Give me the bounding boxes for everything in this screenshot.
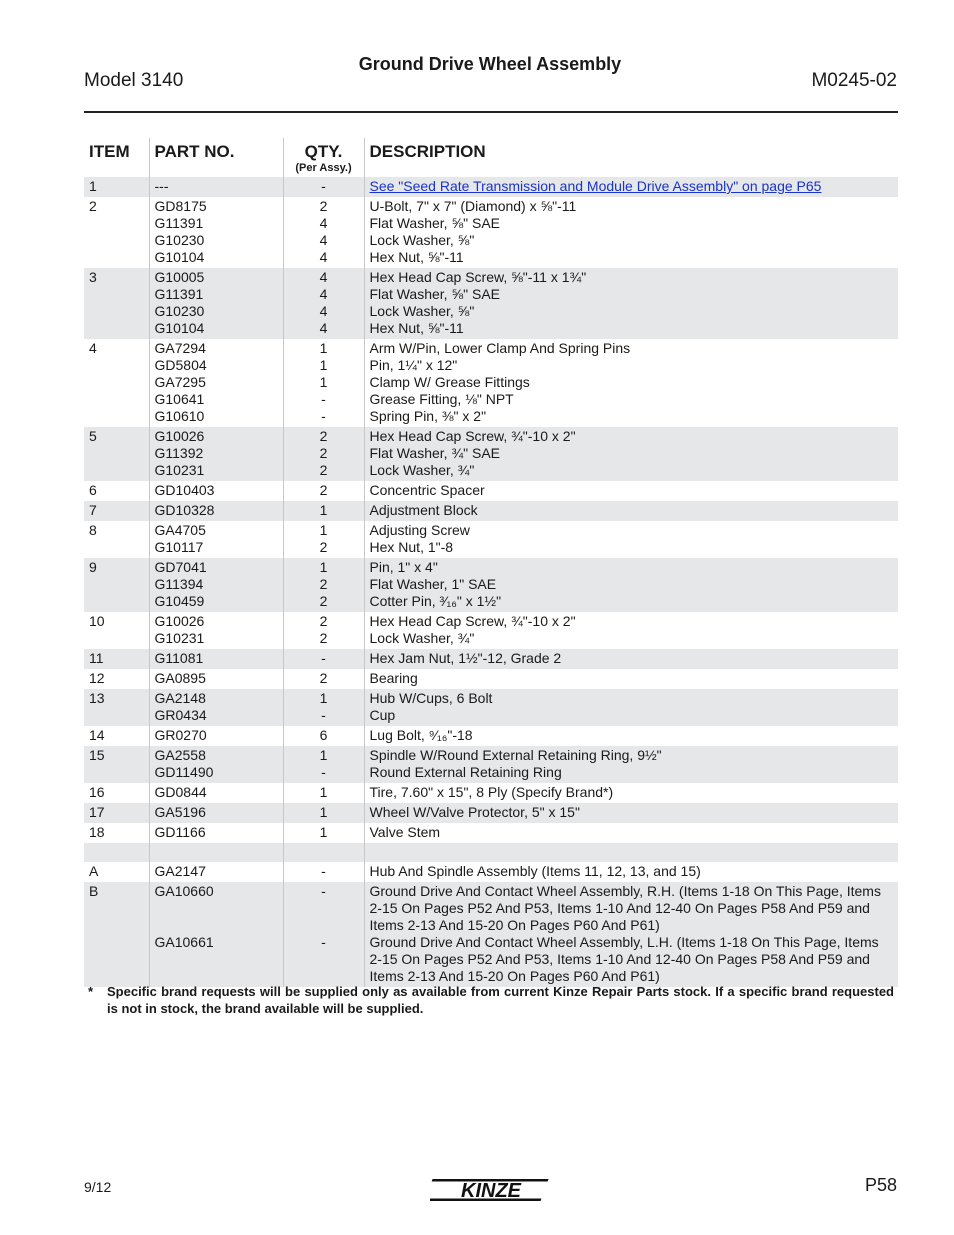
description [364, 689, 898, 726]
quantity-line: - [321, 178, 326, 194]
quantity-line: 4 [319, 320, 328, 336]
description-line: Hex Jam Nut, 1½"-12, Grade 2 [369, 650, 562, 666]
description-line: Adjustment Block [369, 502, 478, 518]
quantity-line: 2 [319, 593, 328, 609]
description-line: Round External Retaining Ring [369, 764, 562, 780]
item-number: 3 [84, 268, 149, 339]
description-line: Clamp W/ Grease Fittings [369, 374, 530, 390]
quantity-line: 2 [319, 539, 328, 555]
quantity-line: 4 [319, 269, 328, 285]
kinze-logo [430, 1175, 552, 1205]
part-number-line: GD10403 [154, 482, 215, 498]
item-number: 14 [89, 727, 105, 743]
part-number-line: GA2558 [154, 747, 206, 763]
item-number: 7 [84, 501, 149, 521]
quantity-line: 1 [319, 522, 328, 538]
description [364, 649, 898, 669]
quantity-line [289, 900, 359, 917]
quantity [283, 197, 364, 268]
footnote [84, 983, 894, 1017]
item-number: B [84, 882, 149, 987]
part-number-line: G10610 [154, 408, 205, 424]
item-number: 16 [89, 784, 105, 800]
quantity-line: - [321, 391, 326, 407]
part-number [149, 843, 283, 862]
description-line: Tire, 7.60" x 15", 8 Ply (Specify Brand*) [369, 784, 614, 800]
part-number-line: GA7295 [154, 374, 206, 390]
quantity [283, 669, 364, 689]
table-row [84, 843, 898, 862]
description [364, 197, 898, 268]
quantity-line: 2 [319, 198, 328, 214]
quantity-line: 1 [319, 559, 328, 575]
quantity-line: 4 [319, 286, 328, 302]
part-number [149, 521, 283, 558]
document-number: M0245-02 [811, 70, 897, 91]
description-line: Lock Washer, ⅝" [369, 303, 475, 319]
description [364, 501, 898, 521]
description-line: Valve Stem [369, 824, 441, 840]
table-row [84, 862, 898, 882]
table-row [84, 783, 898, 803]
part-number-line: GR0434 [154, 707, 207, 723]
quantity [283, 803, 364, 823]
quantity-line: - [321, 650, 326, 666]
table-row [84, 339, 898, 427]
quantity [283, 726, 364, 746]
quantity [283, 823, 364, 843]
item-number: 1 [84, 177, 149, 197]
table-row [84, 481, 898, 501]
quantity [283, 882, 364, 987]
table-row [84, 501, 898, 521]
quantity-line: - [321, 408, 326, 424]
item-number: 5 [84, 427, 149, 481]
quantity [283, 689, 364, 726]
quantity [283, 339, 364, 427]
part-number-line: GA10660 [154, 883, 214, 899]
item-number: 4 [89, 340, 97, 356]
item-number: 10 [89, 613, 105, 629]
part-number [149, 649, 283, 669]
quantity-line: 1 [319, 690, 328, 706]
description-line: U-Bolt, 7" x 7" (Diamond) x ⅝"-11 [369, 198, 577, 214]
quantity-line: 1 [319, 824, 328, 840]
part-number-line: G10230 [154, 232, 205, 248]
column-header-description: DESCRIPTION [364, 138, 898, 177]
description-line: Spindle W/Round External Retaining Ring, 9½" [369, 747, 662, 763]
part-number-line: G11391 [154, 215, 204, 231]
part-number [149, 803, 283, 823]
item-number: 2 [89, 198, 97, 214]
table-row [84, 558, 898, 612]
part-number-line: G10117 [154, 539, 204, 555]
description-line: Flat Washer, 1" SAE [369, 576, 497, 592]
quantity-line: 4 [319, 215, 328, 231]
quantity [283, 521, 364, 558]
quantity [283, 558, 364, 612]
part-number-line: GA2147 [154, 863, 206, 879]
description-line: Pin, 1" x 4" [369, 559, 438, 575]
table-row [84, 268, 898, 339]
description-line: Ground Drive And Contact Wheel Assembly, L.H. (Items 1-18 On This Page, Items 2-15 On Pages P52 And P53, Items 1-10 And 12-40 On Pages P58 And P59 and Items 2-13 And 15-20 On Pages P60 And P61) [369, 934, 879, 984]
description-line: Lug Bolt, ⁹⁄₁₆"-18 [369, 727, 473, 743]
quantity-line [289, 917, 359, 934]
model-label: Model 3140 [84, 70, 184, 91]
description-line: Hex Nut, ⅝"-11 [369, 320, 464, 336]
description [364, 177, 898, 197]
parts-table-body [84, 177, 898, 987]
column-header-qty-sub: (Per Assy.) [295, 162, 352, 174]
part-number-line: G11081 [154, 650, 204, 666]
part-number [149, 501, 283, 521]
description [364, 862, 898, 882]
quantity [283, 501, 364, 521]
quantity [283, 746, 364, 783]
table-row [84, 803, 898, 823]
description [364, 669, 898, 689]
description [364, 726, 898, 746]
kinze-logo-text: KINZE [461, 1180, 521, 1202]
column-header-item: ITEM [89, 142, 130, 161]
column-header-qty-label: QTY. [304, 142, 343, 161]
description-line: Cup [369, 707, 396, 723]
part-number-line: G11391 [154, 286, 204, 302]
part-number-line [155, 900, 278, 917]
part-number-line: G10005 [154, 269, 205, 285]
item-number: 15 [84, 746, 149, 783]
part-number-line: G10230 [154, 303, 205, 319]
description [364, 481, 898, 501]
column-header-qty [283, 138, 364, 177]
description-line: Ground Drive And Contact Wheel Assembly, R.H. (Items 1-18 On This Page, Items 2-15 On Pages P52 And P53, Items 1-10 And 12-40 On Pages P58 And P59 and Items 2-13 And 15-20 On Pages P60 And P61) [369, 883, 881, 933]
parts-table [84, 138, 898, 987]
item-number: 8 [89, 522, 97, 538]
description [364, 558, 898, 612]
part-number-line: G10459 [154, 593, 205, 609]
item-number: 17 [84, 803, 149, 823]
table-row [84, 689, 898, 726]
quantity-line: 2 [319, 445, 328, 461]
item-number: 13 [84, 689, 149, 726]
quantity-line: 2 [319, 482, 328, 498]
description-line: Hex Nut, 1"-8 [369, 539, 454, 555]
part-number [149, 427, 283, 481]
quantity-line: 2 [319, 670, 328, 686]
table-row [84, 882, 898, 987]
part-number [149, 481, 283, 501]
quantity-line: - [321, 934, 326, 950]
quantity-line: 6 [319, 727, 328, 743]
quantity-line: 1 [319, 340, 328, 356]
quantity-line: - [321, 883, 326, 899]
part-number-line: G10104 [154, 320, 205, 336]
quantity [283, 862, 364, 882]
header-rule [84, 111, 898, 113]
part-number [149, 612, 283, 649]
part-number-line: GA10661 [154, 934, 214, 950]
item-number: 6 [89, 482, 97, 498]
quantity-line: 1 [319, 357, 328, 373]
part-number-line: G11394 [154, 576, 204, 592]
item-number: 12 [89, 670, 105, 686]
part-number [149, 726, 283, 746]
part-number-line: G10641 [154, 391, 205, 407]
quantity-line: 4 [319, 303, 328, 319]
part-number [149, 862, 283, 882]
description [364, 521, 898, 558]
part-number-line: GD0844 [154, 784, 207, 800]
description-line: Flat Washer, ⅝" SAE [369, 215, 500, 231]
item-number: A [89, 863, 99, 879]
part-number-line: GA7294 [154, 340, 206, 356]
quantity-line: 4 [319, 232, 328, 248]
page-number: P58 [864, 1175, 897, 1195]
part-number [149, 823, 283, 843]
part-number-line: G10026 [154, 428, 205, 444]
quantity [283, 427, 364, 481]
footnote-marker: * [88, 984, 94, 999]
quantity-line: 2 [319, 630, 328, 646]
part-number-line: G10026 [154, 613, 205, 629]
quantity-line: 1 [319, 804, 328, 820]
quantity [283, 649, 364, 669]
part-number [149, 177, 283, 197]
quantity-line: 1 [319, 374, 328, 390]
description [364, 612, 898, 649]
quantity-line: 2 [319, 613, 328, 629]
description-line: Hex Head Cap Screw, ¾"-10 x 2" [369, 428, 576, 444]
quantity-line: 1 [319, 502, 328, 518]
description-line: Lock Washer, ⅝" [369, 232, 475, 248]
part-number [149, 882, 283, 987]
part-number-line: GD5804 [154, 357, 207, 373]
quantity-line: - [321, 863, 326, 879]
description-line: Hub W/Cups, 6 Bolt [369, 690, 493, 706]
cross-reference-link[interactable]: See "Seed Rate Transmission and Module Drive Assembly" on page P65 [369, 178, 822, 194]
quantity [283, 612, 364, 649]
description [364, 427, 898, 481]
part-number-line: G10231 [154, 462, 205, 478]
quantity-line: - [321, 707, 326, 723]
part-number [149, 268, 283, 339]
description [364, 746, 898, 783]
table-row [84, 649, 898, 669]
quantity-line: 2 [319, 576, 328, 592]
quantity [283, 783, 364, 803]
description-line: Pin, 1¼" x 12" [369, 357, 458, 373]
description [364, 803, 898, 823]
quantity-line: - [321, 764, 326, 780]
description [364, 339, 898, 427]
quantity-line: 2 [319, 462, 328, 478]
description [364, 823, 898, 843]
description-line: Hex Head Cap Screw, ¾"-10 x 2" [369, 613, 576, 629]
revision-date: 9/12 [84, 1179, 112, 1195]
part-number [149, 783, 283, 803]
quantity-line: 1 [319, 784, 328, 800]
part-number-line: GA0895 [154, 670, 206, 686]
description [364, 268, 898, 339]
description-line: Hex Head Cap Screw, ⅝"-11 x 1¾" [369, 269, 587, 285]
description-line: Hub And Spindle Assembly (Items 11, 12, 13, and 15) [369, 863, 701, 879]
part-number-line: GD1166 [154, 824, 206, 840]
table-row [84, 177, 898, 197]
part-number-line: GD11490 [154, 764, 214, 780]
description-line: Lock Washer, ¾" [369, 630, 475, 646]
table-row [84, 726, 898, 746]
description [364, 783, 898, 803]
item-number: 11 [84, 649, 149, 669]
part-number [149, 689, 283, 726]
table-row [84, 746, 898, 783]
description-line: Cotter Pin, ³⁄₁₆" x 1½" [369, 593, 502, 609]
quantity [283, 481, 364, 501]
table-row [84, 669, 898, 689]
part-number-line: GR0270 [154, 727, 207, 743]
item-number: 18 [89, 824, 105, 840]
table-row [84, 823, 898, 843]
part-number [149, 197, 283, 268]
description [364, 882, 898, 987]
table-header-row [84, 138, 898, 177]
item-number: 9 [84, 558, 149, 612]
table-row [84, 521, 898, 558]
part-number [149, 558, 283, 612]
part-number-line: G10104 [154, 249, 205, 265]
table-row [84, 612, 898, 649]
part-number-line [155, 917, 278, 934]
part-number-line: G10231 [154, 630, 205, 646]
item-number [84, 843, 149, 862]
description [364, 843, 898, 862]
description-line: Lock Washer, ¾" [369, 462, 475, 478]
description-line: Grease Fitting, ⅛" NPT [369, 391, 514, 407]
page-title: Ground Drive Wheel Assembly [358, 54, 622, 74]
part-number-line: G11392 [154, 445, 204, 461]
table-row [84, 427, 898, 481]
table-row [84, 197, 898, 268]
quantity-line: 2 [319, 428, 328, 444]
part-number-line: GD10328 [154, 502, 215, 518]
description-line: Spring Pin, ⅜" x 2" [369, 408, 487, 424]
part-number-line: GD7041 [154, 559, 207, 575]
description-line: Adjusting Screw [369, 522, 470, 538]
part-number-line: GD8175 [154, 198, 207, 214]
quantity [283, 177, 364, 197]
description-line: Flat Washer, ¾" SAE [369, 445, 500, 461]
description-line: Arm W/Pin, Lower Clamp And Spring Pins [369, 340, 631, 356]
part-number-line: --- [154, 178, 169, 194]
part-number-line: GA2148 [154, 690, 206, 706]
quantity-line: 1 [319, 747, 328, 763]
part-number [149, 746, 283, 783]
column-header-part-no: PART NO. [149, 138, 283, 177]
part-number [149, 669, 283, 689]
quantity-line: 4 [319, 249, 328, 265]
description-line: Flat Washer, ⅝" SAE [369, 286, 500, 302]
description-line: Concentric Spacer [369, 482, 485, 498]
part-number [149, 339, 283, 427]
footnote-text: Specific brand requests will be supplied only as available from current Kinze Repair Parts stock. If a specific brand requested is not in stock, the brand available will be supplied. [107, 984, 894, 1016]
part-number-line: GA4705 [154, 522, 206, 538]
part-number-line: GA5196 [154, 804, 206, 820]
quantity [283, 268, 364, 339]
description-line: Bearing [369, 670, 418, 686]
description-line: Wheel W/Valve Protector, 5" x 15" [369, 804, 580, 820]
description-line: Hex Nut, ⅝"-11 [369, 249, 464, 265]
quantity [283, 843, 364, 862]
